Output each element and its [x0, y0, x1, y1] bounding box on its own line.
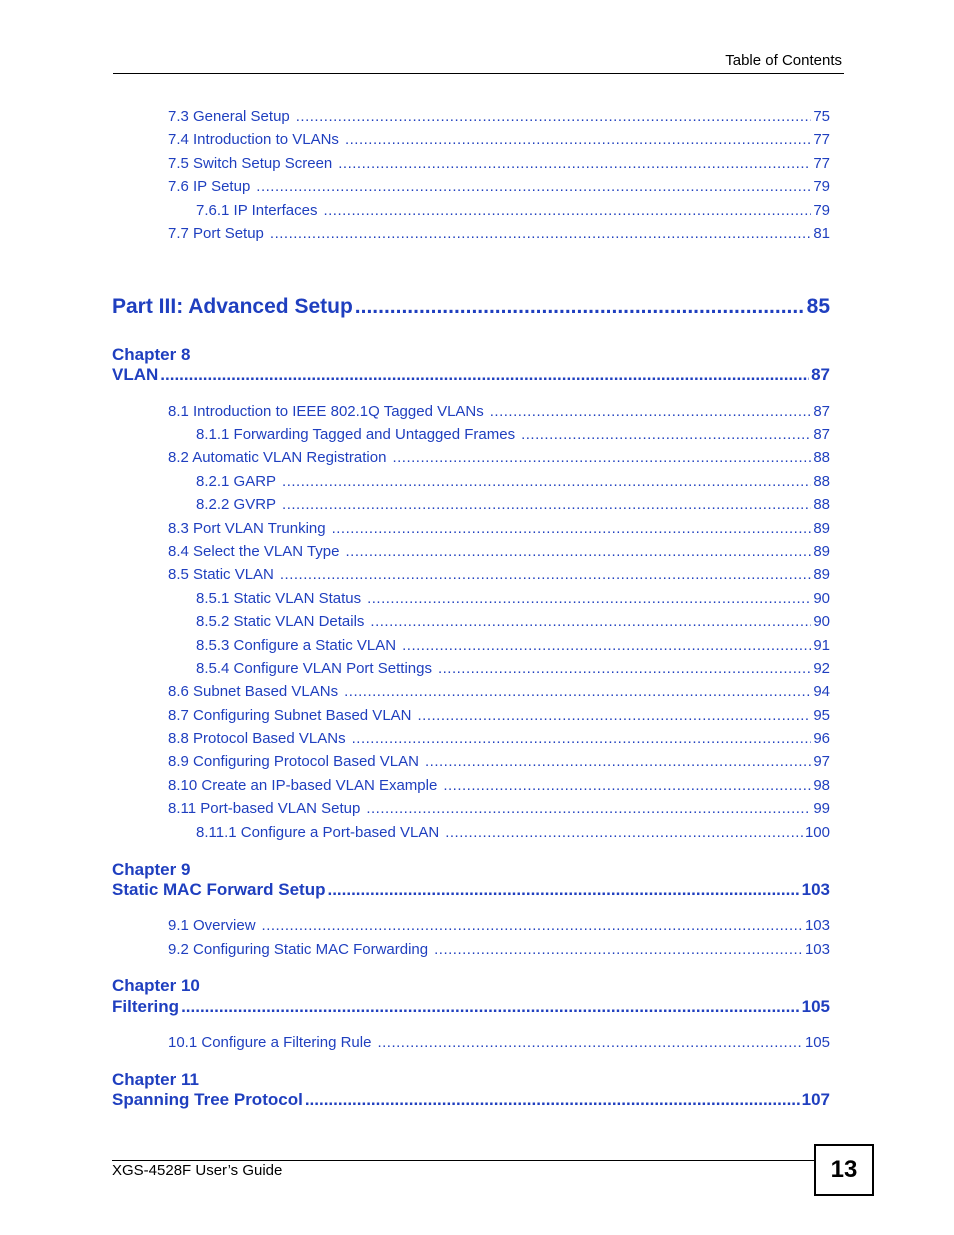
toc-entry[interactable]: 8.6 Subnet Based VLANs ..... 94 [168, 683, 830, 700]
toc-entry[interactable]: 8.5.4 Configure VLAN Port Settings ..... 92 [196, 660, 830, 677]
toc-entry[interactable]: 8.8 Protocol Based VLANs ..... 96 [168, 730, 830, 747]
part-heading[interactable]: Part III: Advanced Setup ..... 85 [112, 295, 830, 319]
toc-entry[interactable]: 8.1 Introduction to IEEE 802.1Q Tagged VLANs ..... 87 [168, 403, 830, 420]
toc-entry-7-5[interactable]: 7.5 Switch Setup Screen ..... 77 [168, 155, 830, 172]
toc-entry[interactable]: 8.5.2 Static VLAN Details ..... 90 [196, 613, 830, 630]
toc-entry[interactable]: 9.2 Configuring Static MAC Forwarding ..... 103 [168, 941, 830, 958]
page-number-box [814, 1144, 874, 1196]
toc-entry[interactable]: 8.3 Port VLAN Trunking ..... 89 [168, 520, 830, 537]
toc-entry-7-4[interactable]: 7.4 Introduction to VLANs ..... 77 [168, 131, 830, 148]
toc-entry[interactable]: 8.11 Port-based VLAN Setup ..... 99 [168, 800, 830, 817]
toc-entry[interactable]: 8.11.1 Configure a Port-based VLAN ..... 100 [196, 824, 830, 841]
chapter-9-heading[interactable]: Static MAC Forward Setup ..... 103 [112, 880, 830, 900]
header-title: Table of Contents [725, 52, 842, 69]
toc-entry-7-6-1[interactable]: 7.6.1 IP Interfaces ..... 79 [196, 202, 830, 219]
footer-rule [112, 1160, 814, 1161]
chapter-10-label: Chapter 10 [112, 976, 200, 995]
header-rule [113, 73, 844, 74]
chapter-9-label: Chapter 9 [112, 860, 191, 879]
chapter-8-heading[interactable]: VLAN ..... 87 [112, 365, 830, 385]
toc-entry-7-6[interactable]: 7.6 IP Setup ..... 79 [168, 178, 830, 195]
toc-entry[interactable]: 8.1.1 Forwarding Tagged and Untagged Frames ..... 87 [196, 426, 830, 443]
toc-entry[interactable]: 8.2.2 GVRP ..... 88 [196, 496, 830, 513]
chapter-8-label: Chapter 8 [112, 345, 191, 364]
page-number: 13 [830, 1156, 858, 1183]
toc-entry[interactable]: 8.2 Automatic VLAN Registration ..... 88 [168, 449, 830, 466]
toc-entry-7-7[interactable]: 7.7 Port Setup ..... 81 [168, 225, 830, 242]
toc-entry[interactable]: 10.1 Configure a Filtering Rule ..... 105 [168, 1034, 830, 1051]
toc-entry[interactable]: 9.1 Overview ..... 103 [168, 917, 830, 934]
chapter-11-heading[interactable]: Spanning Tree Protocol ..... 107 [112, 1090, 830, 1110]
chapter-10-heading[interactable]: Filtering ..... 105 [112, 997, 830, 1017]
toc-entry[interactable]: 8.2.1 GARP ..... 88 [196, 473, 830, 490]
toc-entry[interactable]: 8.9 Configuring Protocol Based VLAN ..... 97 [168, 753, 830, 770]
toc-entry-7-3[interactable]: 7.3 General Setup ..... 75 [168, 108, 830, 125]
chapter-11-label: Chapter 11 [112, 1070, 199, 1089]
toc-entry[interactable]: 8.5.1 Static VLAN Status ..... 90 [196, 590, 830, 607]
toc-entry[interactable]: 8.5.3 Configure a Static VLAN ..... 91 [196, 637, 830, 654]
toc-entry[interactable]: 8.10 Create an IP-based VLAN Example ..... 98 [168, 777, 830, 794]
toc-entry[interactable]: 8.5 Static VLAN ..... 89 [168, 566, 830, 583]
toc-entry[interactable]: 8.7 Configuring Subnet Based VLAN ..... 95 [168, 707, 830, 724]
toc-entry[interactable]: 8.4 Select the VLAN Type ..... 89 [168, 543, 830, 560]
footer-guide-title: XGS-4528F User’s Guide [112, 1162, 283, 1179]
